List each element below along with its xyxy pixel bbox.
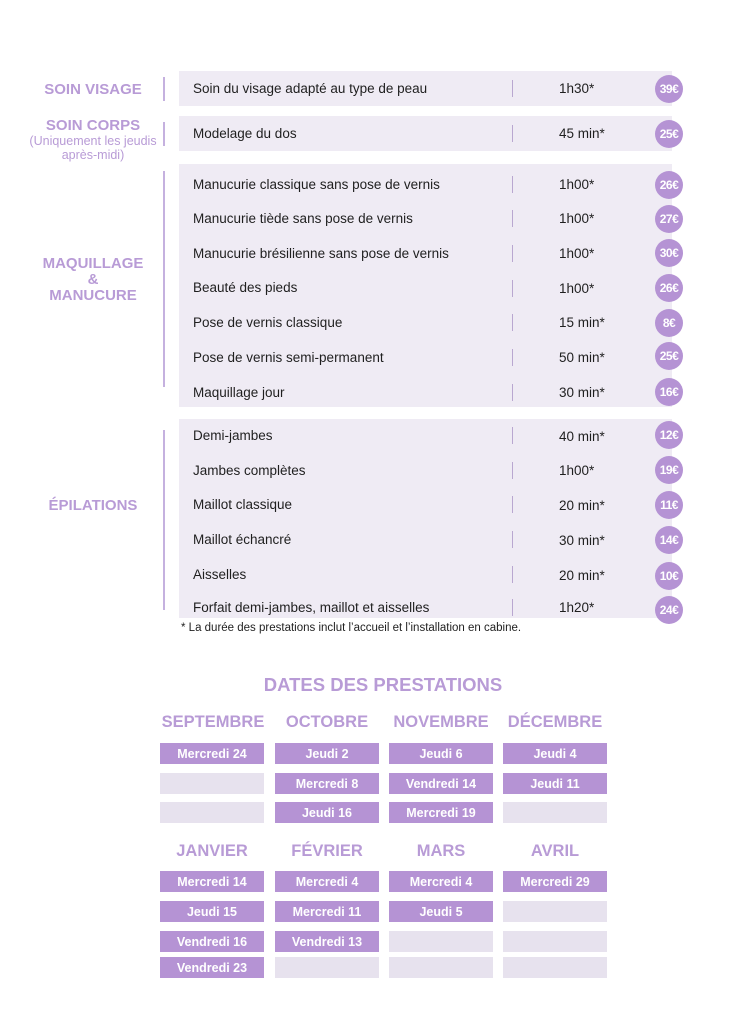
service-separator xyxy=(512,280,513,297)
service-duration: 1h00* xyxy=(559,281,595,296)
price-badge: 26€ xyxy=(655,274,683,302)
date-cell: Jeudi 4 xyxy=(503,743,607,764)
price-badge: 30€ xyxy=(655,239,683,267)
section-label-soin-visage: SOIN VISAGE xyxy=(44,81,142,98)
service-duration: 50 min* xyxy=(559,350,605,365)
dates-title: DATES DES PRESTATIONS xyxy=(263,674,503,695)
date-cell-empty xyxy=(503,802,607,823)
date-cell: Mercredi 4 xyxy=(275,871,379,892)
section-label-epilations: ÉPILATIONS xyxy=(48,497,138,514)
date-cell: Mercredi 11 xyxy=(275,901,379,922)
section-divider xyxy=(163,122,165,146)
section-divider xyxy=(163,171,165,387)
date-cell: Vendredi 14 xyxy=(389,773,493,794)
month-heading: MARS xyxy=(416,842,466,860)
month-heading: SEPTEMBRE xyxy=(161,713,265,731)
date-cell: Vendredi 13 xyxy=(275,931,379,952)
date-cell: Mercredi 14 xyxy=(160,871,264,892)
service-duration: 1h00* xyxy=(559,246,595,261)
service-separator xyxy=(512,566,513,583)
price-badge: 12€ xyxy=(655,421,683,449)
section-note: (Uniquement les jeudis après-midi) xyxy=(29,134,157,162)
footnote: * La durée des prestations inclut l’accueil et l’installation en cabine. xyxy=(181,622,522,634)
date-cell-empty xyxy=(503,901,607,922)
service-duration: 1h30* xyxy=(559,81,595,96)
price-badge: 26€ xyxy=(655,171,683,199)
section-divider xyxy=(163,430,165,610)
date-cell-empty xyxy=(275,957,379,978)
service-duration: 1h00* xyxy=(559,211,595,226)
service-duration: 1h00* xyxy=(559,463,595,478)
service-name: Forfait demi-jambes, maillot et aisselles xyxy=(193,600,430,615)
date-cell: Jeudi 16 xyxy=(275,802,379,823)
service-name: Modelage du dos xyxy=(193,126,297,141)
service-separator xyxy=(512,125,513,142)
service-separator xyxy=(512,384,513,401)
date-cell-empty xyxy=(160,802,264,823)
service-duration: 20 min* xyxy=(559,498,605,513)
price-badge: 11€ xyxy=(655,491,683,519)
section-title: SOIN CORPS xyxy=(45,117,141,134)
service-duration: 15 min* xyxy=(559,315,605,330)
service-name: Beauté des pieds xyxy=(193,280,298,295)
date-cell: Vendredi 23 xyxy=(160,957,264,978)
service-separator xyxy=(512,80,513,97)
price-badge: 8€ xyxy=(655,309,683,337)
service-duration: 1h00* xyxy=(559,177,595,192)
service-separator xyxy=(512,176,513,193)
service-duration: 40 min* xyxy=(559,429,605,444)
service-name: Pose de vernis semi-permanent xyxy=(193,350,384,365)
service-name: Manucurie brésilienne sans pose de vernis xyxy=(193,246,449,261)
service-duration: 30 min* xyxy=(559,385,605,400)
service-name: Maillot échancré xyxy=(193,532,292,547)
date-cell-empty xyxy=(389,957,493,978)
month-heading: DÉCEMBRE xyxy=(507,713,603,731)
price-badge: 39€ xyxy=(655,75,683,103)
date-cell-empty xyxy=(503,931,607,952)
price-badge: 14€ xyxy=(655,526,683,554)
price-badge: 27€ xyxy=(655,205,683,233)
service-separator xyxy=(512,462,513,479)
date-cell: Jeudi 5 xyxy=(389,901,493,922)
price-badge: 19€ xyxy=(655,456,683,484)
section-title-line: MANUCURE xyxy=(49,287,137,304)
service-separator xyxy=(512,210,513,227)
service-duration: 30 min* xyxy=(559,533,605,548)
service-separator xyxy=(512,427,513,444)
service-separator xyxy=(512,496,513,513)
service-separator xyxy=(512,314,513,331)
service-separator xyxy=(512,531,513,548)
service-separator xyxy=(512,599,513,616)
services-panel-epilations xyxy=(179,419,672,618)
date-cell-empty xyxy=(503,957,607,978)
date-cell-empty xyxy=(389,931,493,952)
service-duration: 1h20* xyxy=(559,600,595,615)
section-title-line: MAQUILLAGE xyxy=(42,255,144,272)
section-title-line: & xyxy=(87,271,99,288)
service-name: Aisselles xyxy=(193,567,247,582)
month-heading: OCTOBRE xyxy=(285,713,369,731)
section-label-maquillage-manucure xyxy=(30,256,156,304)
date-cell: Jeudi 11 xyxy=(503,773,607,794)
date-cell: Mercredi 24 xyxy=(160,743,264,764)
service-name: Jambes complètes xyxy=(193,463,306,478)
month-heading: FÉVRIER xyxy=(291,842,363,860)
price-badge: 10€ xyxy=(655,562,683,590)
date-cell: Mercredi 4 xyxy=(389,871,493,892)
date-cell: Jeudi 15 xyxy=(160,901,264,922)
month-heading: AVRIL xyxy=(530,842,580,860)
price-badge: 25€ xyxy=(655,342,683,370)
date-cell: Jeudi 2 xyxy=(275,743,379,764)
price-badge: 24€ xyxy=(655,596,683,624)
service-duration: 45 min* xyxy=(559,126,605,141)
date-cell: Mercredi 29 xyxy=(503,871,607,892)
price-badge: 25€ xyxy=(655,120,683,148)
service-duration: 20 min* xyxy=(559,568,605,583)
service-name: Manucurie tiède sans pose de vernis xyxy=(193,211,413,226)
section-label-soin-corps xyxy=(24,118,162,162)
date-cell: Jeudi 6 xyxy=(389,743,493,764)
service-name: Soin du visage adapté au type de peau xyxy=(193,81,428,96)
service-name: Maillot classique xyxy=(193,497,293,512)
service-name: Demi-jambes xyxy=(193,428,273,443)
date-cell: Mercredi 8 xyxy=(275,773,379,794)
date-cell: Mercredi 19 xyxy=(389,802,493,823)
service-name: Maquillage jour xyxy=(193,385,285,400)
service-name: Pose de vernis classique xyxy=(193,315,343,330)
month-heading: NOVEMBRE xyxy=(393,713,489,731)
service-separator xyxy=(512,349,513,366)
date-cell: Vendredi 16 xyxy=(160,931,264,952)
date-cell-empty xyxy=(160,773,264,794)
service-separator xyxy=(512,245,513,262)
price-badge: 16€ xyxy=(655,378,683,406)
section-divider xyxy=(163,77,165,101)
service-name: Manucurie classique sans pose de vernis xyxy=(193,177,440,192)
month-heading: JANVIER xyxy=(176,842,248,860)
